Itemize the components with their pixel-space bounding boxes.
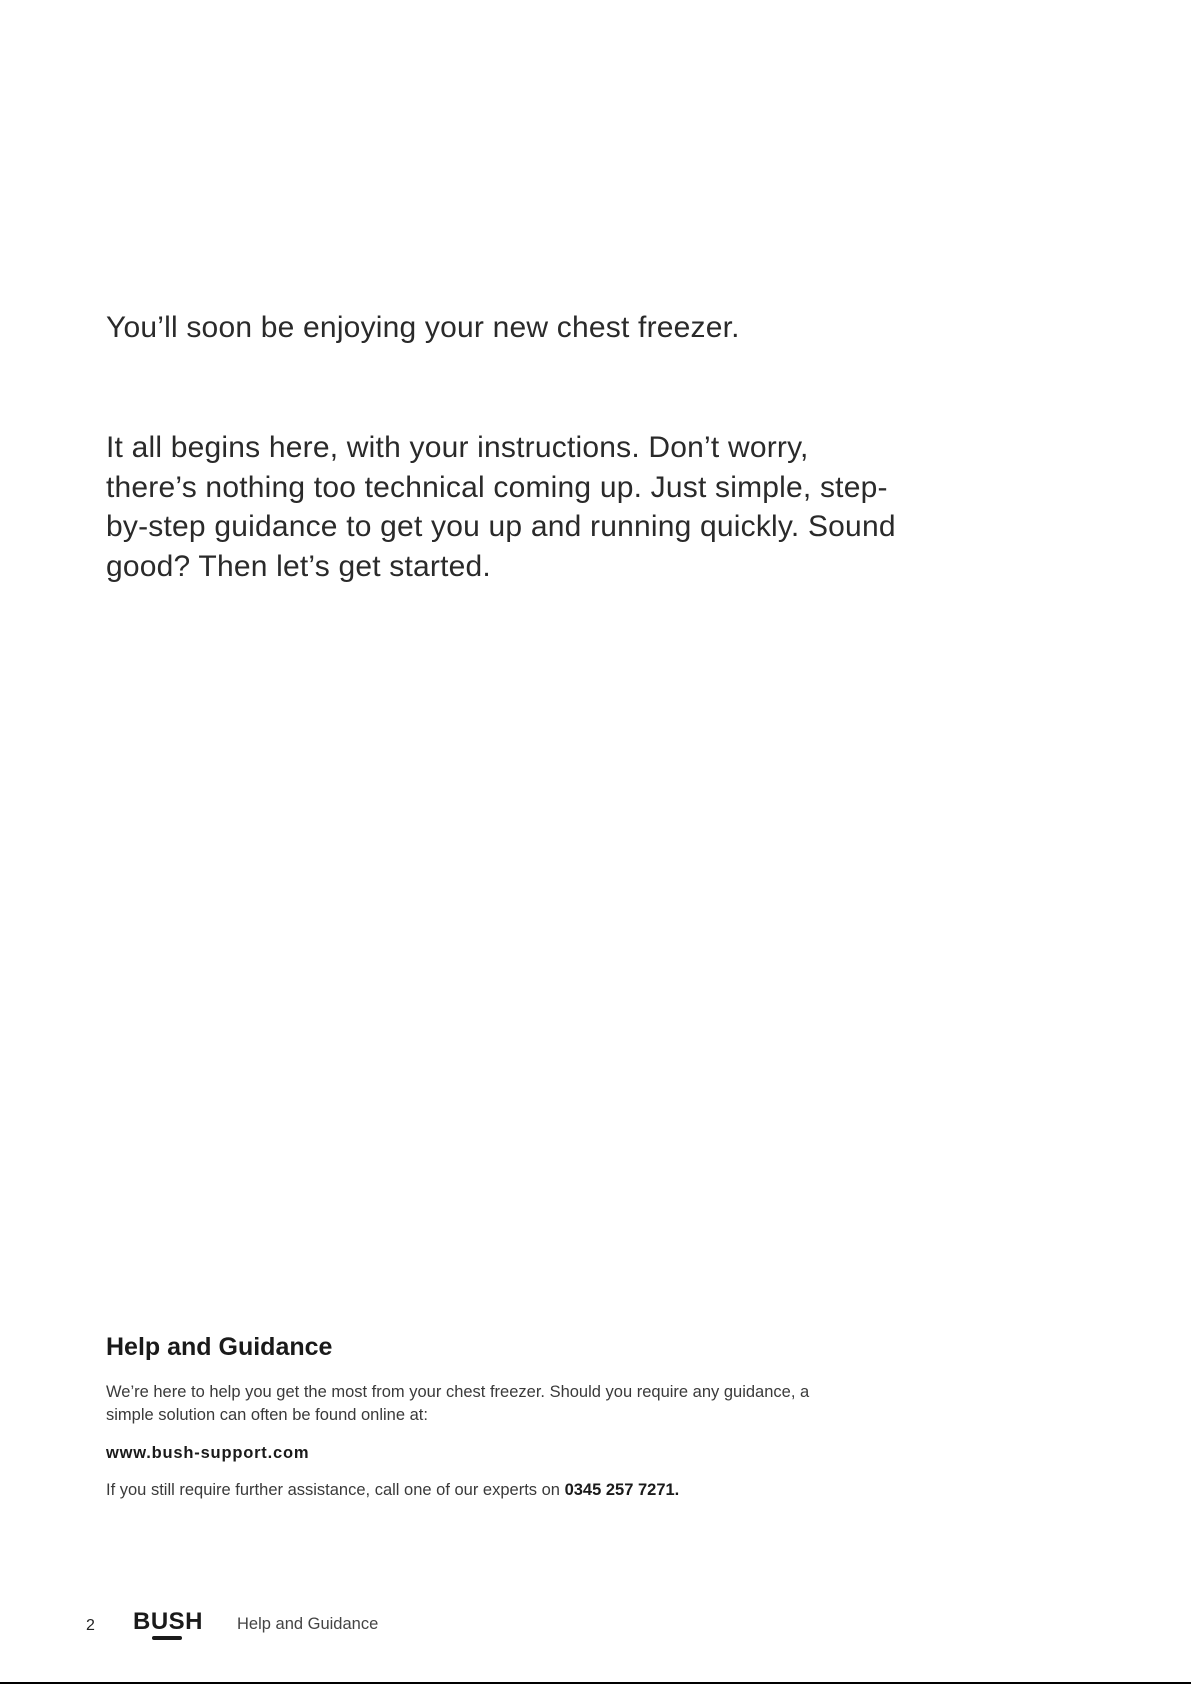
help-text: We’re here to help you get the most from your chest freezer. Should you require any guidance, a simple solution can often be found online at: <box>106 1383 810 1424</box>
footer-section-label: Help and Guidance <box>237 1615 379 1633</box>
bush-logo: BUSH <box>133 1608 204 1635</box>
intro-heading: You’ll soon be enjoying your new chest freezer. <box>106 311 740 344</box>
phone-number: 0345 257 7271. <box>564 1481 680 1499</box>
page-number: 2 <box>86 1617 95 1634</box>
help-title: Help and Guidance <box>106 1333 333 1361</box>
logo-underline <box>152 1636 182 1640</box>
assist-line <box>106 1481 679 1500</box>
intro-paragraph: It all begins here, with your instructions. Don’t worry, there’s nothing too technical coming up. Just simple, step-by-step guidance to get you up and running quickly. Sound good? Then let’s get started. <box>106 431 896 583</box>
support-url[interactable]: www.bush-support.com <box>106 1444 310 1462</box>
bottom-rule <box>0 1682 1191 1684</box>
assist-text: If you still require further assistance, call one of our experts on <box>106 1481 565 1499</box>
